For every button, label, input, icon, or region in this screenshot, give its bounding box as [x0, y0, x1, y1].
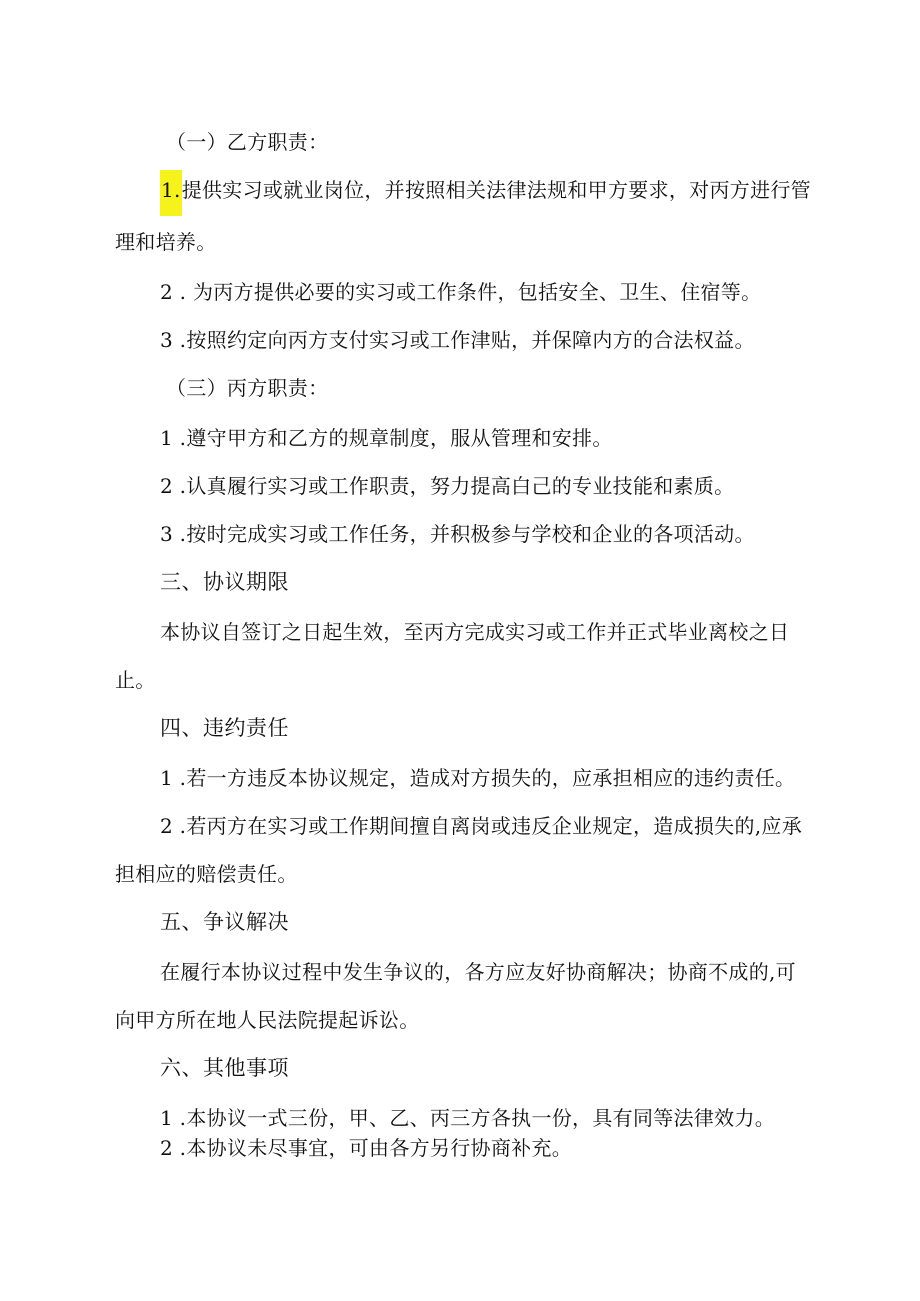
paragraph-yi-1-line-2: 理和培养。: [115, 230, 217, 254]
paragraph-5-line-1: 在履行本协议过程中发生争议的，各方应友好协商解决；协商不成的,可: [160, 960, 796, 984]
paragraph-4-2-line-2: 担相应的赔偿责任。: [115, 862, 298, 886]
section-heading-bing-duties: （三）丙方职责：: [166, 376, 329, 400]
paragraph-6-1: 1 .本协议一式三份，甲、乙、丙三方各执一份，具有同等法律效力。: [160, 1106, 776, 1130]
paragraph-yi-1-text: 提供实习或就业岗位，并按照相关法律法规和甲方要求，对丙方进行管: [181, 178, 811, 202]
paragraph-bing-2: 2 .认真履行实习或工作职责，努力提高白己的专业技能和素质。: [160, 474, 735, 498]
paragraph-5-line-2: 向甲方所在地人民法院提起诉讼。: [115, 1008, 420, 1032]
paragraph-3-line-2: 止。: [115, 668, 156, 692]
paragraph-6-2: 2 .本协议未尽事宜，可由各方另行协商补充。: [160, 1136, 573, 1160]
paragraph-yi-2: 2 . 为丙方提供必要的实习或工作条件，包括安全、卫生、住宿等。: [160, 280, 762, 304]
section-heading-5: 五、争议解决: [160, 910, 289, 934]
paragraph-3-line-1: 本协议自签订之日起生效，至丙方完成实习或工作并正式毕业离校之日: [160, 620, 790, 644]
paragraph-4-1: 1 .若一方违反本协议规定，造成对方损失的，应承担相应的违约责任。: [160, 766, 796, 790]
section-heading-yi-duties: （一）乙方职责：: [166, 130, 329, 154]
section-heading-3: 三、协议期限: [160, 570, 289, 594]
paragraph-yi-1-line-1: [160, 176, 811, 216]
paragraph-bing-3: 3 .按时完成实习或工作任务，并积极参与学校和企业的各项活动。: [160, 522, 755, 546]
section-heading-4: 四、违约责任: [160, 716, 289, 740]
highlighted-item-number: 1.: [160, 170, 182, 216]
section-heading-6: 六、其他事项: [160, 1056, 289, 1080]
paragraph-4-2-line-1: 2 .若丙方在实习或工作期间擅自离岗或违反企业规定，造成损失的,应承: [160, 814, 802, 838]
paragraph-bing-1: 1 .遵守甲方和乙方的规章制度，服从管理和安排。: [160, 426, 613, 450]
paragraph-yi-3: 3 .按照约定向丙方支付实习或工作津贴，并保障内方的合法权益。: [160, 328, 755, 352]
